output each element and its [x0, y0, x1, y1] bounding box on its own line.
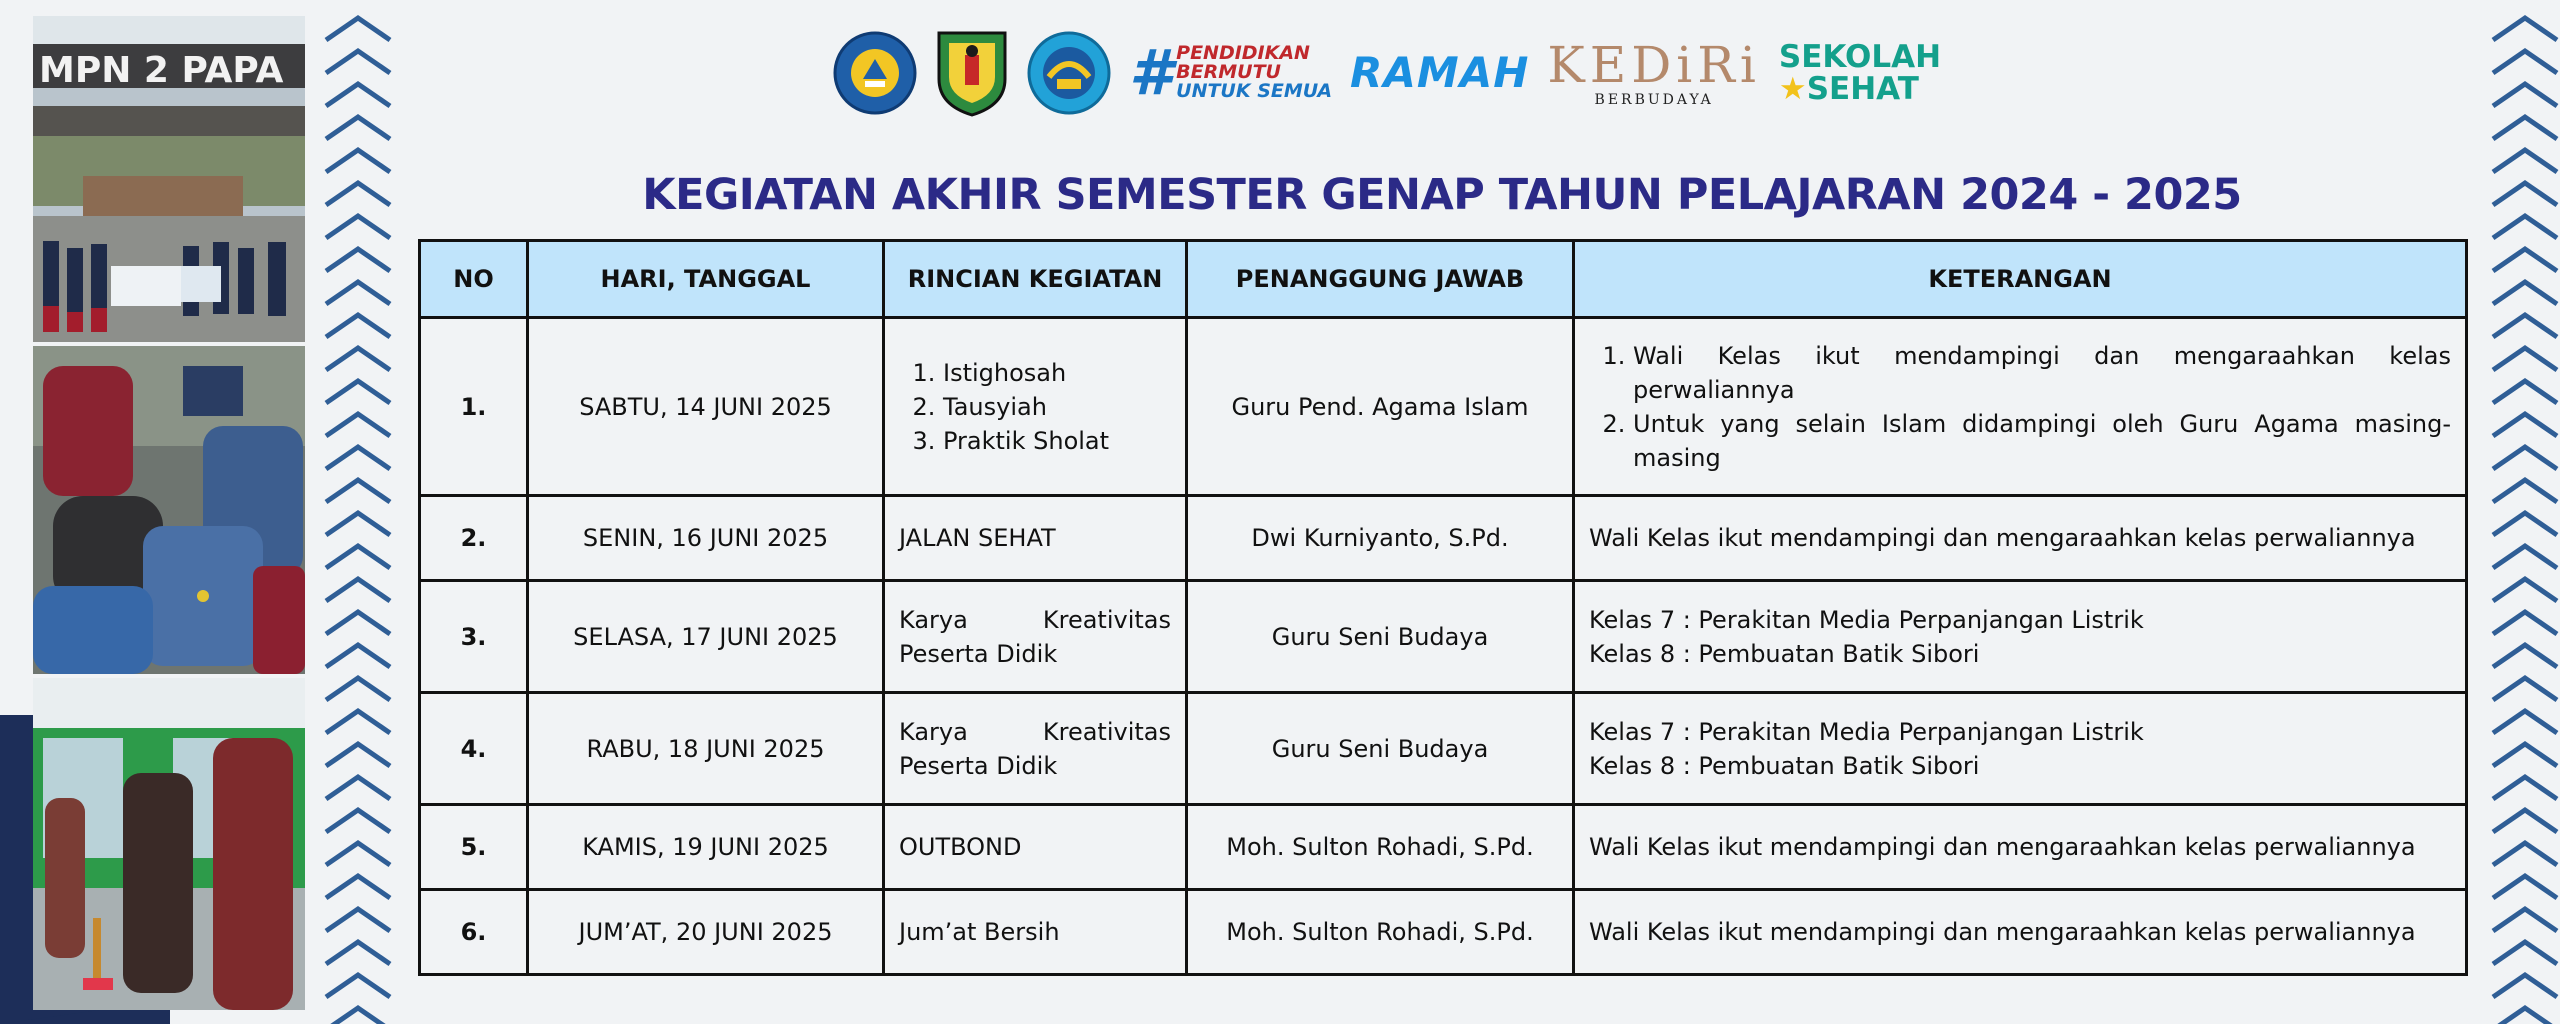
row-pj: Moh. Sulton Rohadi, S.Pd.: [1187, 805, 1574, 890]
chevron-mark: [326, 810, 390, 832]
chevron-mark: [2493, 579, 2557, 601]
schedule-table: [418, 239, 2468, 976]
pbu-line-3: UNTUK SEMUA: [1176, 80, 1333, 102]
row-notes: [1574, 581, 2467, 693]
chevron-mark: [326, 216, 390, 238]
chevron-pattern-right: [2485, 0, 2560, 1024]
chevron-mark: [2493, 150, 2557, 172]
chevron-mark: [326, 909, 390, 931]
chevron-mark: [2493, 744, 2557, 766]
row-activity: [884, 318, 1187, 496]
row-day: KAMIS, 19 JUNI 2025: [528, 805, 884, 890]
chevron-mark: [2493, 51, 2557, 73]
kabupaten-kediri-shield-logo: [935, 29, 1009, 117]
pbu-line-2: BERMUTU: [1176, 61, 1281, 83]
note-item: 1. Wali Kelas ikut mendampingi dan mengaraahkan kelas perwaliannya: [1633, 339, 2451, 407]
activity-item: 2. Tausyiah: [943, 390, 1171, 424]
pendidikan-bermutu-logo: [1129, 35, 1333, 109]
note-line: Kelas 8 : Pembuatan Batik Sibori: [1589, 639, 1980, 668]
row-activity: Jum’at Bersih: [884, 890, 1187, 975]
chevron-mark: [326, 579, 390, 601]
row-number: 5.: [420, 805, 528, 890]
row-activity: [884, 693, 1187, 805]
chevron-mark: [326, 282, 390, 304]
ramah-logo: RAMAH: [1350, 48, 1530, 97]
row-day: SELASA, 17 JUNI 2025: [528, 581, 884, 693]
header-day: HARI, TANGGAL: [528, 241, 884, 318]
activity-item: 1. Istighosah: [943, 356, 1171, 390]
chevron-mark: [326, 612, 390, 634]
note-line: Kelas 8 : Pembuatan Batik Sibori: [1589, 751, 1980, 780]
chevron-mark: [326, 546, 390, 568]
chevron-mark: [326, 975, 390, 997]
photo-classroom-cleaning: [33, 678, 305, 1010]
star-icon: ★: [1778, 70, 1807, 107]
row-day: RABU, 18 JUNI 2025: [528, 693, 884, 805]
note-item: 2. Untuk yang selain Islam didampingi oleh Guru Agama masing-masing: [1633, 407, 2451, 475]
chevron-mark: [326, 315, 390, 337]
row-number: 2.: [420, 496, 528, 581]
chevron-mark: [2493, 480, 2557, 502]
activity-line: Karya Kreativitas: [899, 605, 1171, 634]
row-number: 3.: [420, 581, 528, 693]
chevron-mark: [2493, 249, 2557, 271]
chevron-mark: [326, 777, 390, 799]
table-row: [420, 318, 2467, 496]
chevron-mark: [2493, 546, 2557, 568]
pbu-line-1: PENDIDIKAN: [1176, 42, 1310, 64]
row-day: JUM’AT, 20 JUNI 2025: [528, 890, 884, 975]
row-activity: OUTBOND: [884, 805, 1187, 890]
chevron-mark: [2493, 678, 2557, 700]
table-row: [420, 890, 2467, 975]
row-notes: Wali Kelas ikut mendampingi dan mengaraahkan kelas perwaliannya: [1574, 496, 2467, 581]
sekolah-line: SEKOLAH: [1778, 38, 1942, 75]
header-no: NO: [420, 241, 528, 318]
table-row: [420, 581, 2467, 693]
chevron-mark: [2493, 84, 2557, 106]
activity-line: Peserta Didik: [899, 751, 1058, 780]
chevron-mark: [326, 117, 390, 139]
chevron-mark: [326, 513, 390, 535]
chevron-mark: [326, 348, 390, 370]
row-notes: Wali Kelas ikut mendampingi dan mengaraahkan kelas perwaliannya: [1574, 890, 2467, 975]
chevron-mark: [326, 51, 390, 73]
row-notes: [1574, 693, 2467, 805]
header-pj: PENANGGUNG JAWAB: [1187, 241, 1574, 318]
note-line: Kelas 7 : Perakitan Media Perpanjangan Listrik: [1589, 717, 2144, 746]
header-notes: KETERANGAN: [1574, 241, 2467, 318]
chevron-mark: [326, 645, 390, 667]
row-activity: [884, 581, 1187, 693]
row-pj: Dwi Kurniyanto, S.Pd.: [1187, 496, 1574, 581]
row-day: SABTU, 14 JUNI 2025: [528, 318, 884, 496]
activity-line: Peserta Didik: [899, 639, 1058, 668]
chevron-mark: [326, 150, 390, 172]
row-activity: JALAN SEHAT: [884, 496, 1187, 581]
chevron-mark: [326, 381, 390, 403]
chevron-mark: [2493, 942, 2557, 964]
chevron-mark: [2493, 843, 2557, 865]
photo-gate-sign: MPN 2 PAPA: [39, 50, 284, 91]
chevron-mark: [326, 414, 390, 436]
chevron-mark: [326, 249, 390, 271]
chevron-mark: [2493, 645, 2557, 667]
page-title: KEGIATAN AKHIR SEMESTER GENAP TAHUN PELAJARAN 2024 - 2025: [642, 170, 2242, 220]
chevron-mark: [326, 678, 390, 700]
chevron-mark: [2493, 348, 2557, 370]
chevron-mark: [2493, 315, 2557, 337]
table-row: [420, 496, 2467, 581]
chevron-mark: [2493, 876, 2557, 898]
sehat-line: SEHAT: [1806, 70, 1919, 107]
chevron-mark: [326, 480, 390, 502]
chevron-mark: [326, 843, 390, 865]
berbudaya-subtitle: BERBUDAYA: [1594, 91, 1714, 108]
chevron-mark: [2493, 810, 2557, 832]
chevron-mark: [2493, 447, 2557, 469]
table-row: [420, 693, 2467, 805]
row-number: 4.: [420, 693, 528, 805]
kediri-wordmark: KEDiRi: [1547, 35, 1761, 94]
row-pj: Guru Seni Budaya: [1187, 693, 1574, 805]
chevron-mark: [2493, 18, 2557, 40]
hashtag-mark: #: [1129, 35, 1173, 109]
photo-students-activity: [33, 346, 305, 674]
chevron-mark: [2493, 216, 2557, 238]
header-activity: RINCIAN KEGIATAN: [884, 241, 1187, 318]
chevron-mark: [2493, 1008, 2557, 1024]
chevron-mark: [2493, 513, 2557, 535]
chevron-mark: [2493, 282, 2557, 304]
row-day: SENIN, 16 JUNI 2025: [528, 496, 884, 581]
row-number: 6.: [420, 890, 528, 975]
activity-item: 3. Praktik Sholat: [943, 424, 1171, 458]
chevron-mark: [2493, 381, 2557, 403]
row-pj: Guru Pend. Agama Islam: [1187, 318, 1574, 496]
chevron-mark: [2493, 183, 2557, 205]
row-notes: Wali Kelas ikut mendampingi dan mengaraahkan kelas perwaliannya: [1574, 805, 2467, 890]
chevron-mark: [326, 447, 390, 469]
chevron-mark: [326, 942, 390, 964]
row-notes: [1574, 318, 2467, 496]
kemdikbud-logo: [833, 31, 917, 115]
chevron-mark: [2493, 414, 2557, 436]
table-row: [420, 805, 2467, 890]
chevron-mark: [326, 744, 390, 766]
table-header-row: [420, 241, 2467, 318]
row-number: 1.: [420, 318, 528, 496]
chevron-mark: [2493, 975, 2557, 997]
chevron-mark: [326, 711, 390, 733]
row-pj: Moh. Sulton Rohadi, S.Pd.: [1187, 890, 1574, 975]
chevron-mark: [326, 18, 390, 40]
note-line: Kelas 7 : Perakitan Media Perpanjangan Listrik: [1589, 605, 2144, 634]
chevron-pattern-left: [318, 0, 398, 1024]
chevron-mark: [2493, 909, 2557, 931]
chevron-mark: [2493, 612, 2557, 634]
chevron-mark: [2493, 777, 2557, 799]
dinas-pendidikan-logo: [1027, 31, 1111, 115]
chevron-mark: [2493, 117, 2557, 139]
chevron-mark: [326, 876, 390, 898]
sekolah-sehat-logo: [1778, 38, 1942, 107]
activity-line: Karya Kreativitas: [899, 717, 1171, 746]
kediri-berbudaya-logo: [1547, 35, 1761, 108]
photo-school-gate: [33, 16, 305, 342]
chevron-mark: [326, 183, 390, 205]
logo-row: [833, 25, 1941, 120]
chevron-mark: [326, 84, 390, 106]
row-pj: Guru Seni Budaya: [1187, 581, 1574, 693]
chevron-mark: [326, 1008, 390, 1024]
chevron-mark: [2493, 711, 2557, 733]
